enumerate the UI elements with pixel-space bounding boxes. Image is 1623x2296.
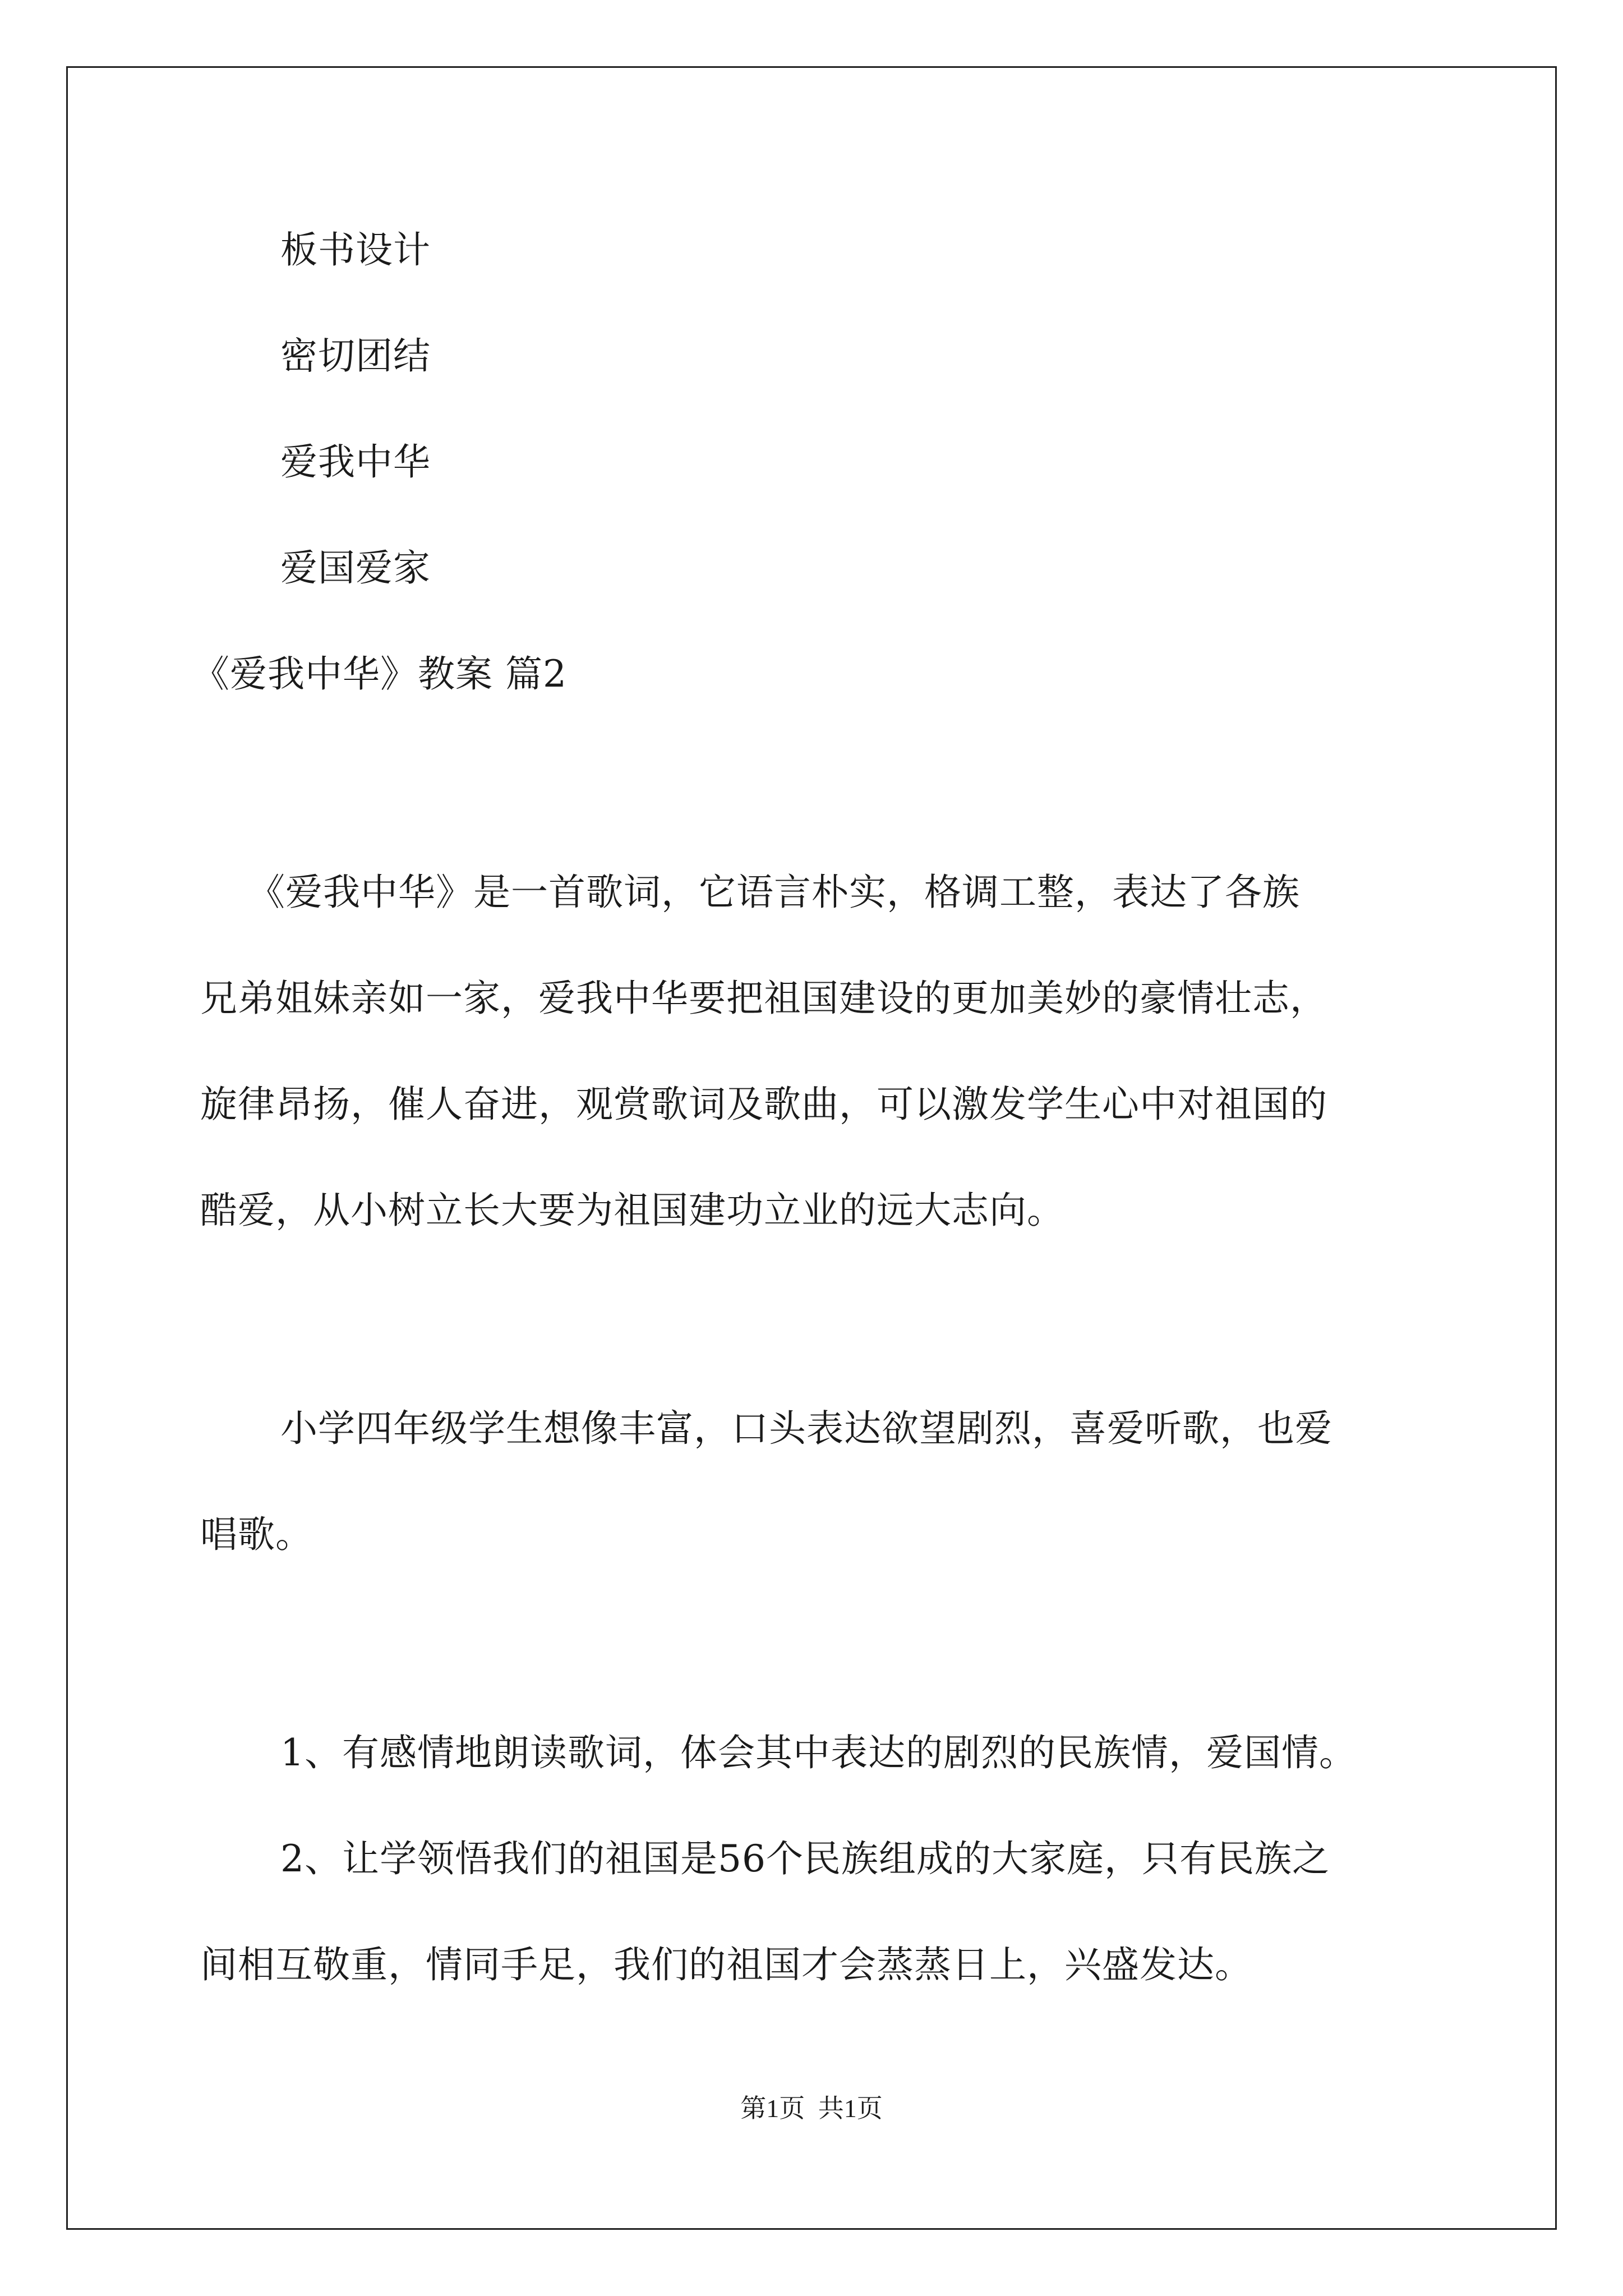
paragraph-line: 《爱我中华》是一首歌词，它语言朴实，格调工整，表达了各族 — [248, 871, 1300, 914]
page-total: 共1页 — [818, 2094, 883, 2123]
board-design-title: 板书设计 — [280, 228, 431, 272]
paragraph-line: 旋律昂扬，催人奋进，观赏歌词及歌曲，可以激发学生心中对祖国的 — [200, 1083, 1327, 1126]
paragraph-line: 小学四年级学生想像丰富，口头表达欲望剧烈，喜爱听歌，也爱 — [280, 1407, 1332, 1450]
paragraph-line: 酷爱，从小树立长大要为祖国建功立业的远大志向。 — [200, 1189, 1064, 1232]
paragraph-line: 兄弟姐妹亲如一家，爱我中华要把祖国建设的更加美妙的豪情壮志， — [200, 977, 1327, 1020]
board-item: 爱我中华 — [280, 440, 431, 484]
paragraph-line: 唱歌。 — [200, 1513, 313, 1556]
section-heading: 《爱我中华》教案 篇2 — [192, 652, 567, 696]
objective-item: 1、有感情地朗读歌词，体会其中表达的剧烈的民族情，爱国情。 — [280, 1731, 1357, 1774]
board-item: 密切团结 — [280, 334, 431, 378]
board-item: 爱国爱家 — [280, 546, 431, 590]
page-footer — [0, 2096, 1623, 2122]
page-number: 第1页 — [740, 2094, 805, 2123]
page-border — [66, 66, 1557, 2230]
objective-item: 2、让学领悟我们的祖国是56个民族组成的大家庭，只有民族之 — [280, 1837, 1330, 1880]
objective-item-continued: 间相互敬重，情同手足，我们的祖国才会蒸蒸日上，兴盛发达。 — [200, 1943, 1252, 1986]
